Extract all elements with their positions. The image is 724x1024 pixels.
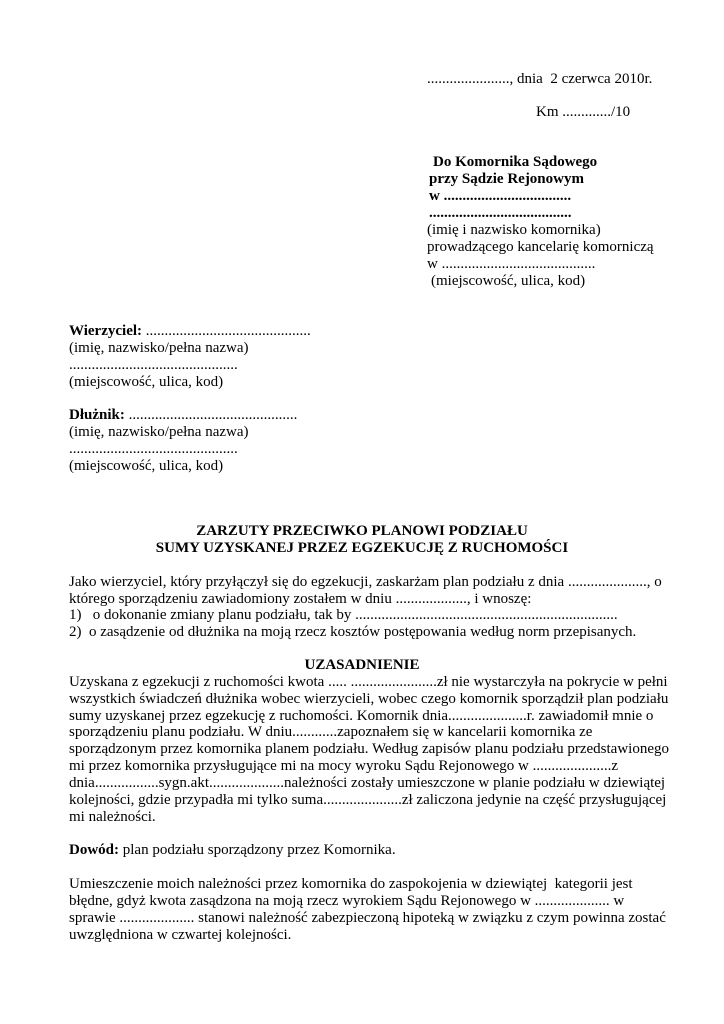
recipient-line-8: (miejscowość, ulica, kod) <box>431 273 586 289</box>
creditor-line-4: (miejscowość, ulica, kod) <box>69 374 224 390</box>
recipient-line-1: Do Komornika Sądowego <box>433 154 598 170</box>
date-line: ......................, dnia 2 czerwca 2010r. <box>427 71 653 87</box>
justification-line: sporządzeniu planu podziału. W dniu............zapoznałem się w kancelarii komornika ze <box>69 724 593 740</box>
request-item-1: 1) o dokonanie zmiany planu podziału, tak by ...................................................................... <box>69 607 618 623</box>
creditor-dots: ............................................ <box>142 323 311 339</box>
creditor-line-2: (imię, nazwisko/pełna nazwa) <box>69 340 249 356</box>
document-title-line-1: ZARZUTY PRZECIWKO PLANOWI PODZIAŁU <box>196 523 528 539</box>
justification-line: mi należności. <box>69 809 156 825</box>
recipient-line-3: w .................................. <box>429 188 572 204</box>
evidence-label: Dowód: <box>69 842 120 858</box>
request-item-2: 2) o zasądzenie od dłużnika na moją rzecz kosztów postępowania według norm przepisanych. <box>69 624 637 640</box>
justification-line: mi przez komornika przysługujące mi na mocy wyroku Sądu Rejonowego w .....................z <box>69 758 619 774</box>
creditor-line-1 <box>69 323 311 340</box>
recipient-line-4: ...................................... <box>429 205 572 221</box>
recipient-line-5: (imię i nazwisko komornika) <box>427 222 601 238</box>
recipient-line-2: przy Sądzie Rejonowym <box>429 171 584 187</box>
paragraph-2-line: Umieszczenie moich należności przez komornika do zaspokojenia w dziewiątej kategorii jest <box>69 876 633 892</box>
justification-line: dnia.................sygn.akt....................należności zostały umieszczone w planie podziału w dziewiątej <box>69 775 666 791</box>
paragraph-2-line: sprawie .................... stanowi należność zabezpieczoną hipoteką w związku z czym powinna zostać <box>69 910 666 926</box>
justification-line: Uzyskana z egzekucji z ruchomości kwota ..... .......................zł nie wystarczyła na pokrycie w pełni <box>69 674 668 690</box>
recipient-line-6: prowadzącego kancelarię komorniczą <box>427 239 654 255</box>
justification-line: sporządzonym przez komornika planem podziału. Według zapisów planu podziału przedstawionego <box>69 741 669 757</box>
debtor-dots: ............................................. <box>124 407 298 423</box>
justification-line: wszystkich świadczeń dłużnika wobec wierzycieli, wobec czego komornik sporządził plan podziału <box>69 691 669 707</box>
case-number: Km ............./10 <box>536 104 631 120</box>
debtor-line-1 <box>69 407 297 424</box>
creditor-line-3: ............................................. <box>69 357 238 373</box>
intro-line-2: którego sporządzeniu zawiadomiony zostałem w dniu ..................., i wnoszę: <box>69 591 532 607</box>
debtor-label: Dłużnik: <box>69 407 125 423</box>
paragraph-2-line: błędne, gdyż kwota zasądzona na moją rzecz wyrokiem Sądu Rejonowego w .................... w <box>69 893 625 909</box>
paragraph-2-line: uwzględniona w czwartej kolejności. <box>69 927 292 943</box>
creditor-label: Wierzyciel: <box>69 323 143 339</box>
document-title-line-2: SUMY UZYSKANEJ PRZEZ EGZEKUCJĘ Z RUCHOMOŚCI <box>155 540 569 556</box>
intro-line-1: Jako wierzyciel, który przyłączył się do egzekucji, zaskarżam plan podziału z dnia ....................., o <box>69 574 662 590</box>
debtor-line-4: (miejscowość, ulica, kod) <box>69 458 224 474</box>
evidence-line <box>69 842 396 859</box>
debtor-line-2: (imię, nazwisko/pełna nazwa) <box>69 424 249 440</box>
justification-line: sumy uzyskanej przez egzekucję z ruchomości. Komornik dnia.....................r. zawiadomił mnie o <box>69 708 654 724</box>
justification-heading: UZASADNIENIE <box>304 657 420 673</box>
recipient-line-7: w ......................................... <box>427 256 596 272</box>
justification-line: kolejności, gdzie przypadła mi tylko suma.....................zł zaliczona jedynie na część przysługującej <box>69 792 667 808</box>
debtor-line-3: ............................................. <box>69 441 238 457</box>
evidence-text: plan podziału sporządzony przez Komornika. <box>119 842 396 858</box>
